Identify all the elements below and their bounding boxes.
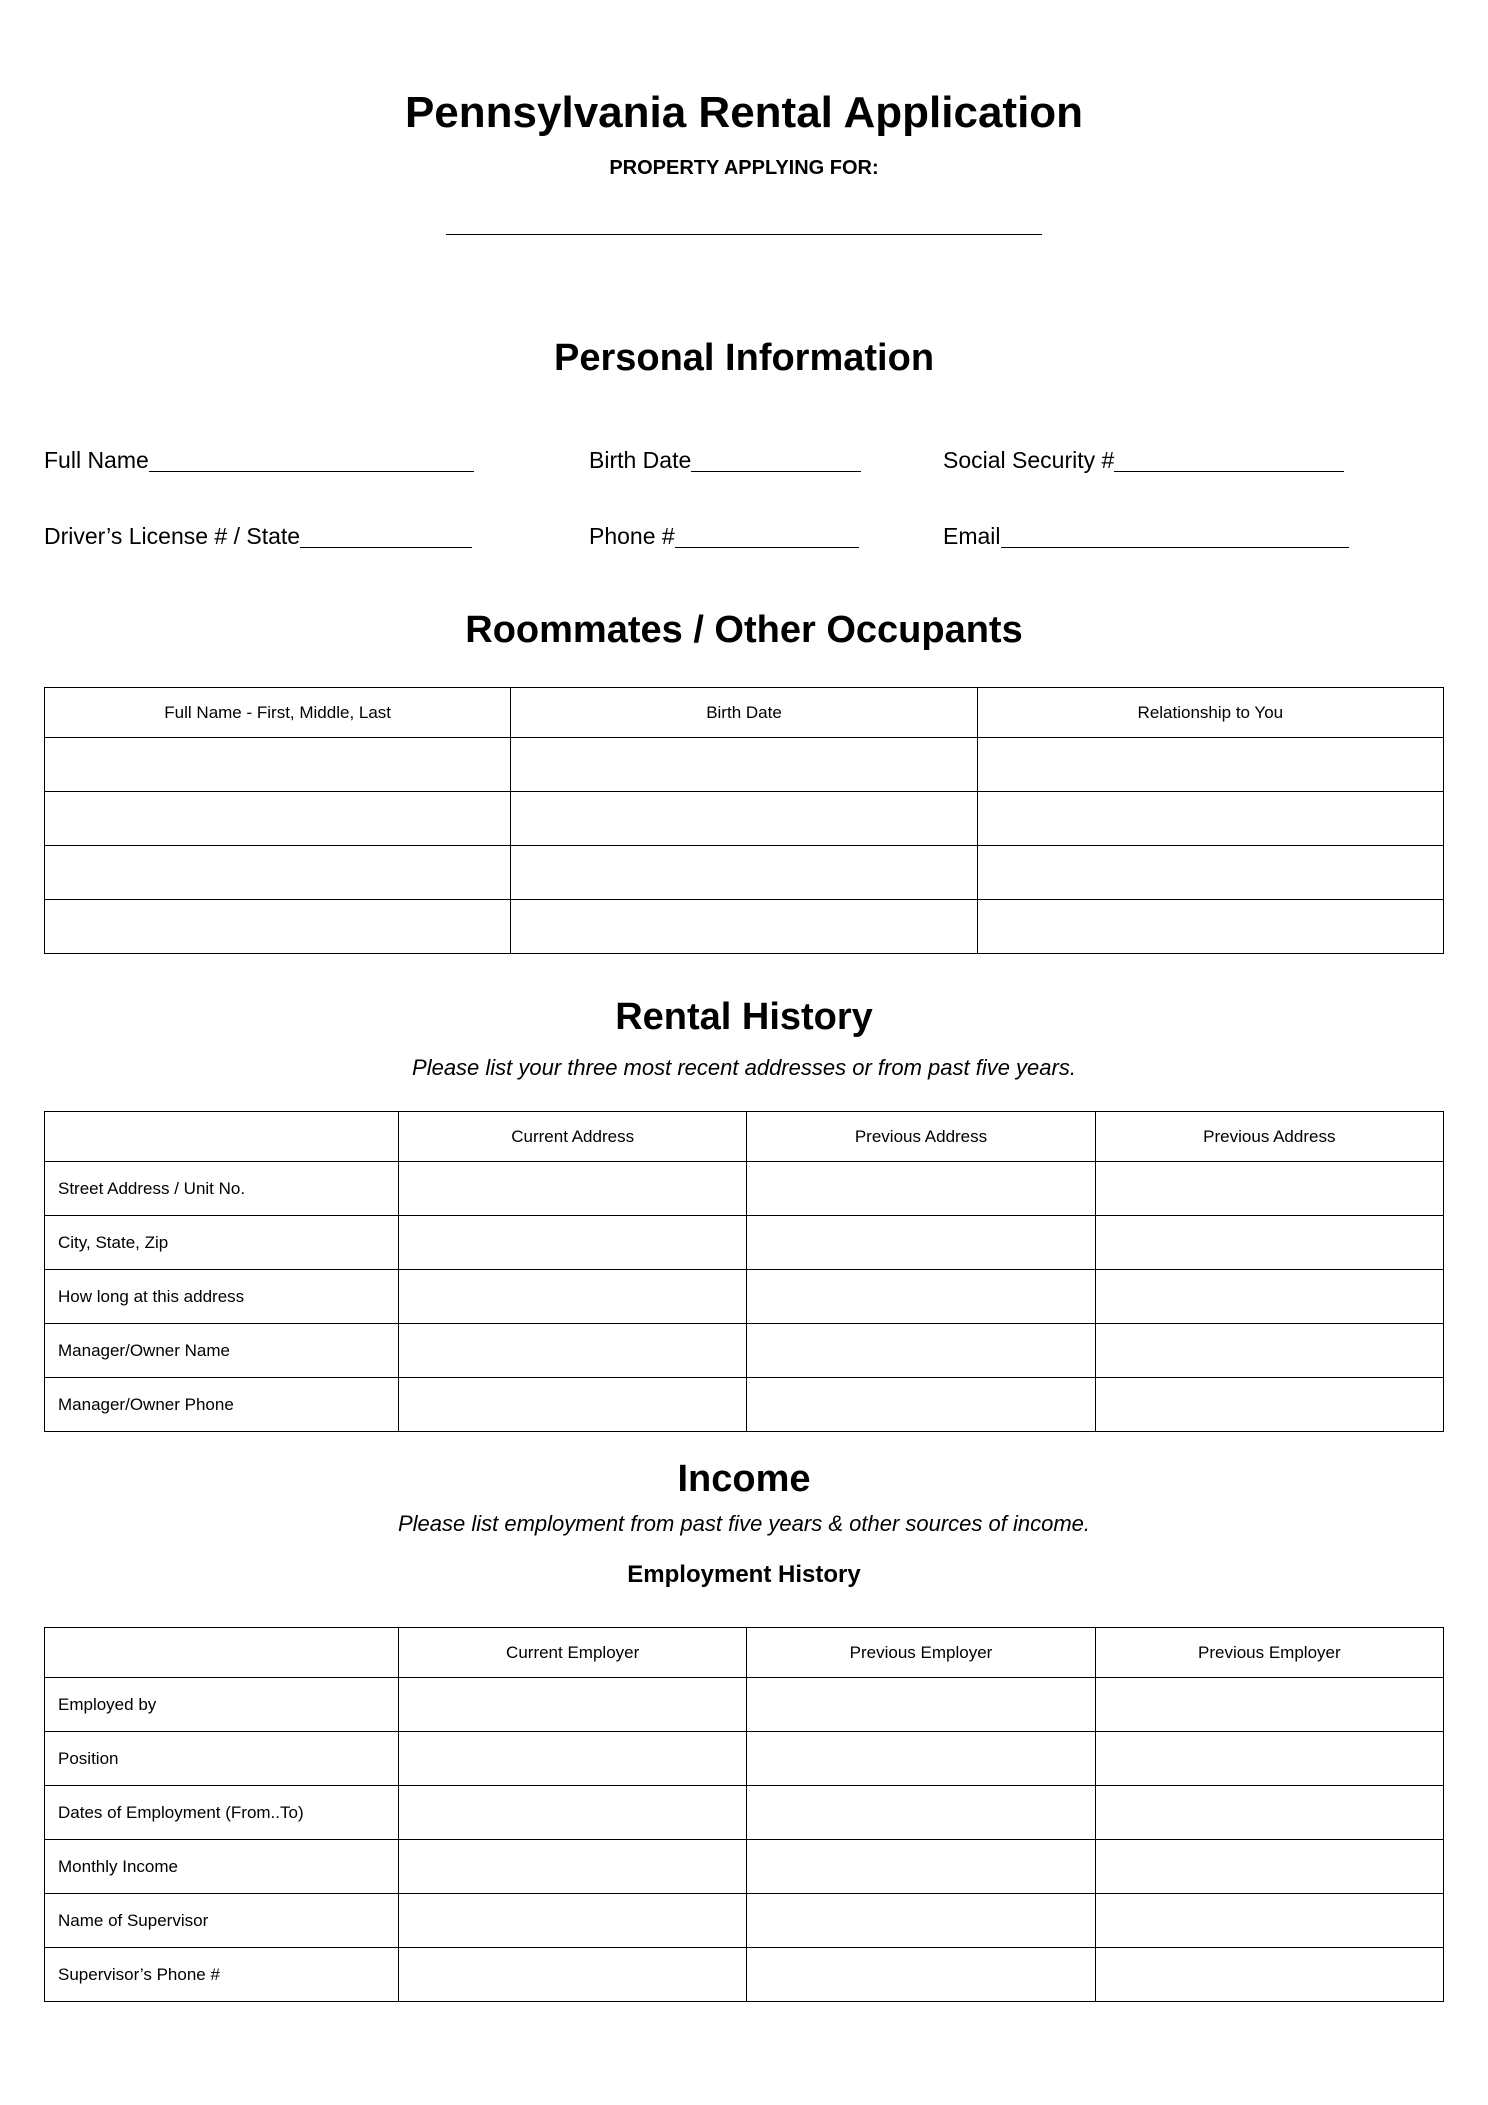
employment-input-cell[interactable] [1095,1840,1443,1894]
personal-information-heading: Personal Information [553,337,935,379]
employment-input-cell[interactable] [747,1786,1095,1840]
email-blank-line[interactable] [1001,547,1349,548]
roommate-relationship-cell[interactable] [977,792,1443,846]
roommate-birth-date-cell[interactable] [511,846,977,900]
ssn-label: Social Security # [943,447,1115,473]
employment-row-employed-by [45,1678,1444,1732]
rental-row-manager-phone [45,1378,1444,1432]
rental-input-cell[interactable] [399,1216,747,1270]
employment-row-label: Dates of Employment (From..To) [45,1786,399,1840]
employment-col-previous-employer-2: Previous Employer [1095,1628,1443,1678]
employment-row-supervisor-phone [45,1948,1444,2002]
birth-date-blank-line[interactable] [691,471,861,472]
employment-row-supervisor-name [45,1894,1444,1948]
ssn-field [943,445,1444,479]
employment-input-cell[interactable] [399,1840,747,1894]
rental-input-cell[interactable] [399,1270,747,1324]
rental-row-manager-name [45,1324,1444,1378]
full-name-blank-line[interactable] [149,471,474,472]
employment-col-previous-employer-1: Previous Employer [747,1628,1095,1678]
rental-col-previous-address-2: Previous Address [1095,1112,1443,1162]
page-title: Pennsylvania Rental Application [404,88,1084,137]
roommates-row-2 [45,792,1444,846]
rental-input-cell[interactable] [399,1162,747,1216]
roommate-relationship-cell[interactable] [977,738,1443,792]
roommate-name-cell[interactable] [45,846,511,900]
employment-row-label: Name of Supervisor [45,1894,399,1948]
rental-history-subtitle: Please list your three most recent addresses or from past five years. [412,1055,1076,1080]
rental-col-current-address: Current Address [399,1112,747,1162]
rental-input-cell[interactable] [399,1324,747,1378]
roommates-col-relationship: Relationship to You [977,688,1443,738]
drivers-license-blank-line[interactable] [300,547,472,548]
employment-input-cell[interactable] [1095,1786,1443,1840]
rental-input-cell[interactable] [747,1378,1095,1432]
rental-history-table [44,1111,1444,1432]
rental-input-cell[interactable] [1095,1270,1443,1324]
employment-corner-cell [45,1628,399,1678]
employment-input-cell[interactable] [399,1948,747,2002]
rental-row-how-long [45,1270,1444,1324]
employment-row-label: Employed by [45,1678,399,1732]
employment-history-heading: Employment History [627,1561,861,1588]
rental-header-row [45,1112,1444,1162]
rental-input-cell[interactable] [747,1324,1095,1378]
employment-input-cell[interactable] [747,1732,1095,1786]
rental-col-previous-address-1: Previous Address [747,1112,1095,1162]
email-field [943,521,1444,555]
employment-row-position [45,1732,1444,1786]
employment-header-row [45,1628,1444,1678]
employment-input-cell[interactable] [399,1732,747,1786]
roommates-row-1 [45,738,1444,792]
employment-row-label: Monthly Income [45,1840,399,1894]
roommate-name-cell[interactable] [45,738,511,792]
employment-history-table [44,1627,1444,2002]
rental-input-cell[interactable] [1095,1216,1443,1270]
email-label: Email [943,523,1001,549]
employment-input-cell[interactable] [747,1678,1095,1732]
phone-field [589,521,943,555]
roommates-table [44,687,1444,954]
roommate-birth-date-cell[interactable] [511,792,977,846]
roommates-col-full-name: Full Name - First, Middle, Last [45,688,511,738]
roommates-row-4 [45,900,1444,954]
rental-row-label: City, State, Zip [45,1216,399,1270]
personal-fields-row-1 [44,445,1444,479]
birth-date-field [589,445,943,479]
full-name-label: Full Name [44,447,149,473]
employment-input-cell[interactable] [747,1894,1095,1948]
rental-input-cell[interactable] [1095,1378,1443,1432]
property-applying-label: PROPERTY APPLYING FOR: [609,157,879,179]
roommates-heading: Roommates / Other Occupants [465,609,1023,651]
drivers-license-label: Driver’s License # / State [44,523,301,549]
birth-date-label: Birth Date [589,447,692,473]
employment-input-cell[interactable] [1095,1948,1443,2002]
employment-input-cell[interactable] [747,1948,1095,2002]
employment-input-cell[interactable] [399,1894,747,1948]
employment-col-current-employer: Current Employer [399,1628,747,1678]
ssn-blank-line[interactable] [1114,471,1344,472]
rental-history-heading: Rental History [615,996,873,1038]
phone-blank-line[interactable] [675,547,859,548]
rental-input-cell[interactable] [747,1162,1095,1216]
roommates-row-3 [45,846,1444,900]
employment-row-dates [45,1786,1444,1840]
income-subtitle: Please list employment from past five years & other sources of income. [397,1511,1091,1536]
employment-row-label: Position [45,1732,399,1786]
phone-label: Phone # [589,523,675,549]
roommate-birth-date-cell[interactable] [511,900,977,954]
employment-input-cell[interactable] [1095,1894,1443,1948]
rental-input-cell[interactable] [747,1216,1095,1270]
full-name-field [44,445,589,479]
roommate-birth-date-cell[interactable] [511,738,977,792]
employment-input-cell[interactable] [1095,1678,1443,1732]
employment-input-cell[interactable] [399,1786,747,1840]
rental-input-cell[interactable] [1095,1162,1443,1216]
employment-input-cell[interactable] [1095,1732,1443,1786]
roommate-relationship-cell[interactable] [977,846,1443,900]
rental-corner-cell [45,1112,399,1162]
roommates-col-birth-date: Birth Date [511,688,977,738]
employment-input-cell[interactable] [399,1678,747,1732]
employment-row-monthly-income [45,1840,1444,1894]
drivers-license-field [44,521,589,555]
rental-row-street-address [45,1162,1444,1216]
personal-fields-row-2 [44,521,1444,555]
rental-input-cell[interactable] [1095,1324,1443,1378]
roommate-name-cell[interactable] [45,792,511,846]
rental-row-city-state-zip [45,1216,1444,1270]
roommate-name-cell[interactable] [45,900,511,954]
rental-input-cell[interactable] [399,1378,747,1432]
rental-row-label: Manager/Owner Phone [45,1378,399,1432]
rental-input-cell[interactable] [747,1270,1095,1324]
employment-row-label: Supervisor’s Phone # [45,1948,399,2002]
employment-input-cell[interactable] [747,1840,1095,1894]
rental-row-label: Street Address / Unit No. [45,1162,399,1216]
income-heading: Income [677,1458,811,1500]
property-blank-line[interactable] [446,233,1042,235]
rental-row-label: How long at this address [45,1270,399,1324]
roommates-header-row [45,688,1444,738]
rental-row-label: Manager/Owner Name [45,1324,399,1378]
roommate-relationship-cell[interactable] [977,900,1443,954]
